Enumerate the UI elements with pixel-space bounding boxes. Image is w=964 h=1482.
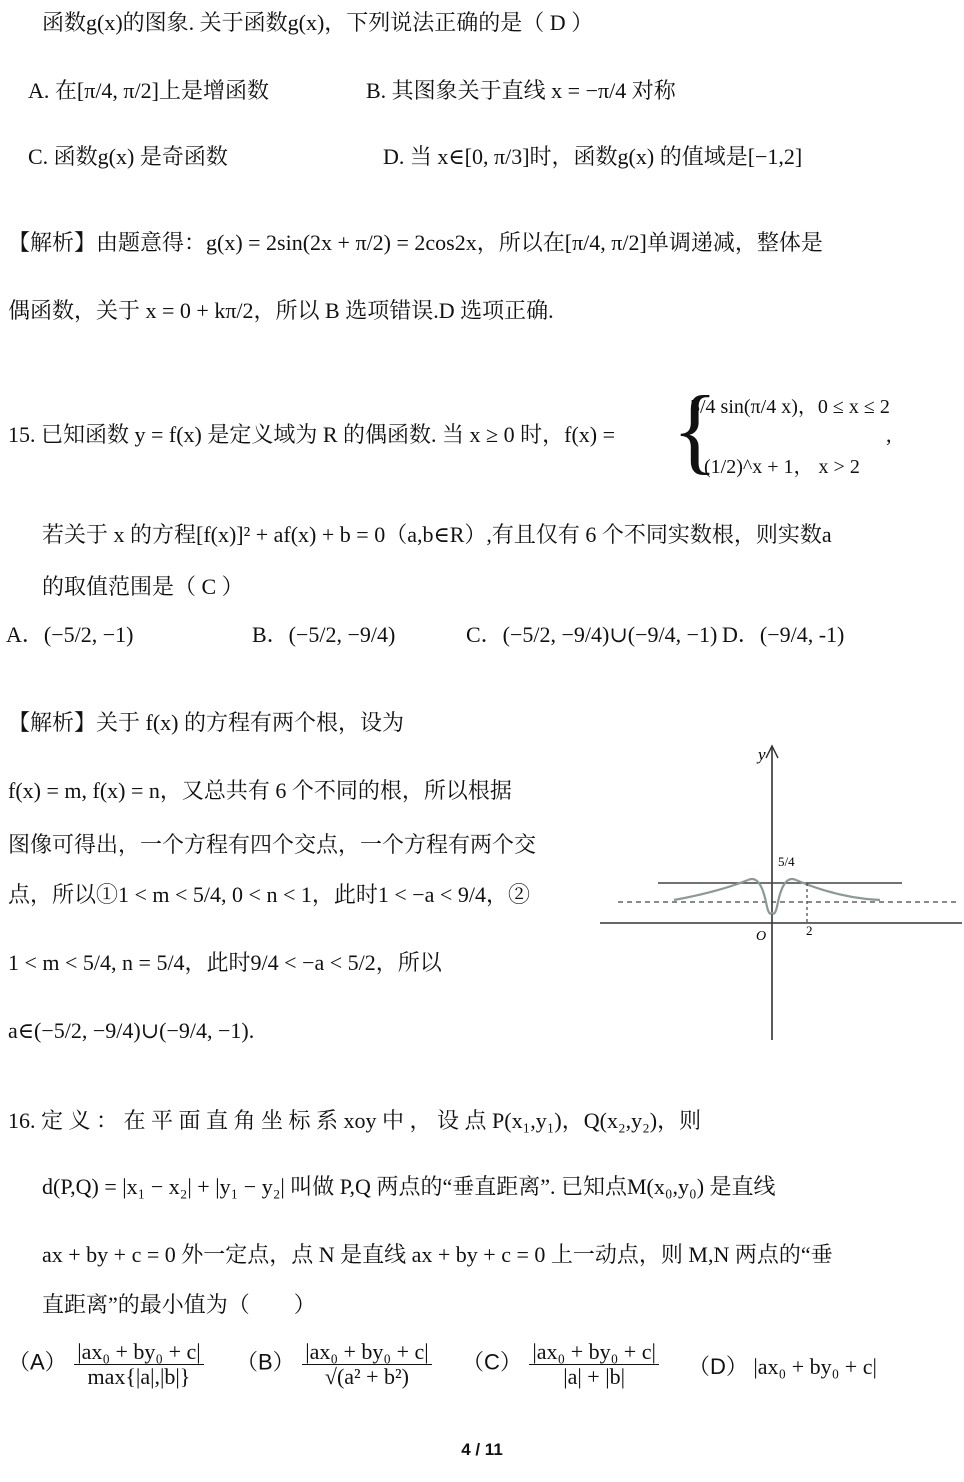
q16-line-3: ax + by + c = 0 外一定点，点 N 是直线 ax + by + c = 0 上一动点，则 M,N 两点的“垂 [42, 1242, 833, 1267]
option-b: B. 其图象关于直线 x = −π/4 对称 [366, 78, 676, 103]
q16-option-c [462, 1340, 661, 1389]
y-label: y [758, 745, 766, 764]
curve-right-hump [772, 879, 796, 914]
q16-option-c-den: |a| + |b| [563, 1364, 626, 1389]
comma: , [886, 422, 892, 447]
q16-option-b-frac [302, 1340, 432, 1389]
q16-option-c-frac [529, 1340, 659, 1389]
origin-label: O [756, 929, 767, 944]
option-a: A. 在[π/4, π/2]上是增函数 [28, 78, 269, 103]
q16-option-a [8, 1340, 206, 1389]
q16-option-d-label: （D） [688, 1354, 748, 1379]
q16-option-b-num: |ax₀ + by₀ + c| [302, 1340, 432, 1365]
intro-line: 函数g(x)的图象. 关于函数g(x)，下列说法正确的是（ D ） [42, 10, 594, 35]
q15-option-c: C．(−5/2, −9/4)∪(−9/4, −1) [466, 622, 718, 647]
q16-option-b-den: √(a² + b²) [324, 1364, 409, 1389]
q16-option-b-label: （B） [236, 1349, 295, 1375]
q16-option-c-label: （C） [462, 1349, 522, 1375]
q16-option-a-label: （A） [8, 1349, 67, 1375]
piece-2: (1/2)^x + 1， x > 2 [704, 456, 860, 478]
q15-analysis-4: 点，所以①1 < m < 5/4, 0 < n < 1，此时1 < −a < 9/4，② [8, 882, 530, 907]
q15-option-d: D．(−9/4, -1) [722, 622, 845, 647]
page-number: 4 / 11 [461, 1440, 503, 1459]
q15-analysis-5: 1 < m < 5/4, n = 5/4，此时9/4 < −a < 5/2，所以 [8, 950, 442, 975]
q16-option-a-den: max{|a|,|b|} [87, 1364, 191, 1389]
q16-line-4: 直距离”的最小值为（ ） [42, 1292, 316, 1317]
option-d: D. 当 x∈[0, π/3]时，函数g(x) 的值域是[−1,2] [383, 144, 803, 169]
q15-stem: 15. 已知函数 y = f(x) 是定义域为 R 的偶函数. 当 x ≥ 0 时，f(x) = [8, 422, 616, 447]
analysis-line-1: 【解析】由题意得：g(x) = 2sin(2x + π/2) = 2cos2x，所以在[π/4, π/2]单调递减，整体是 [8, 230, 823, 255]
q15-stem-3: 的取值范围是（ C ） [42, 574, 244, 599]
tick-label-2: 2 [806, 923, 813, 938]
q16-line-1: 16. 定 义 ： 在 平 面 直 角 坐 标 系 xoy 中 ， 设 点 P(x₁,y₁)，Q(x₂,y₂)，则 [8, 1108, 702, 1133]
piece-1: 5/4 sin(π/4 x)，0 ≤ x ≤ 2 [690, 396, 890, 418]
q16-option-d-expr: |ax₀ + by₀ + c| [753, 1354, 877, 1379]
q15-option-a: A．(−5/2, −1) [6, 622, 134, 647]
q16-option-d [688, 1352, 877, 1382]
tick-label-54: 5/4 [778, 854, 795, 869]
q15-analysis-2: f(x) = m, f(x) = n，又总共有 6 个不同的根，所以根据 [8, 778, 512, 803]
piecewise-brace: { [672, 376, 719, 483]
option-c: C. 函数g(x) 是奇函数 [28, 144, 228, 169]
q15-option-b: B．(−5/2, −9/4) [252, 622, 396, 647]
q15-analysis-3: 图像可得出，一个方程有四个交点，一个方程有两个交 [8, 832, 537, 857]
q15-analysis-6: a∈(−5/2, −9/4)∪(−9/4, −1). [8, 1018, 255, 1043]
curve-left-hump [748, 879, 772, 914]
q16-option-a-num: |ax₀ + by₀ + c| [74, 1340, 204, 1365]
q16-option-a-frac [74, 1340, 204, 1389]
q15-analysis-1: 【解析】关于 f(x) 的方程有两个根，设为 [8, 710, 404, 735]
q16-line-2: d(P,Q) = |x₁ − x₂| + |y₁ − y₂| 叫做 P,Q 两点的“垂直距离”. 已知点M(x₀,y₀) 是直线 [42, 1174, 776, 1199]
q16-option-b [236, 1340, 434, 1389]
q16-option-c-num: |ax₀ + by₀ + c| [529, 1340, 659, 1365]
function-graph [598, 740, 964, 1046]
analysis-line-2: 偶函数，关于 x = 0 + kπ/2，所以 B 选项错误.D 选项正确. [8, 298, 554, 323]
q15-stem-2: 若关于 x 的方程[f(x)]² + af(x) + b = 0（a,b∈R）,有且仅有 6 个不同实数根，则实数a [42, 522, 832, 547]
